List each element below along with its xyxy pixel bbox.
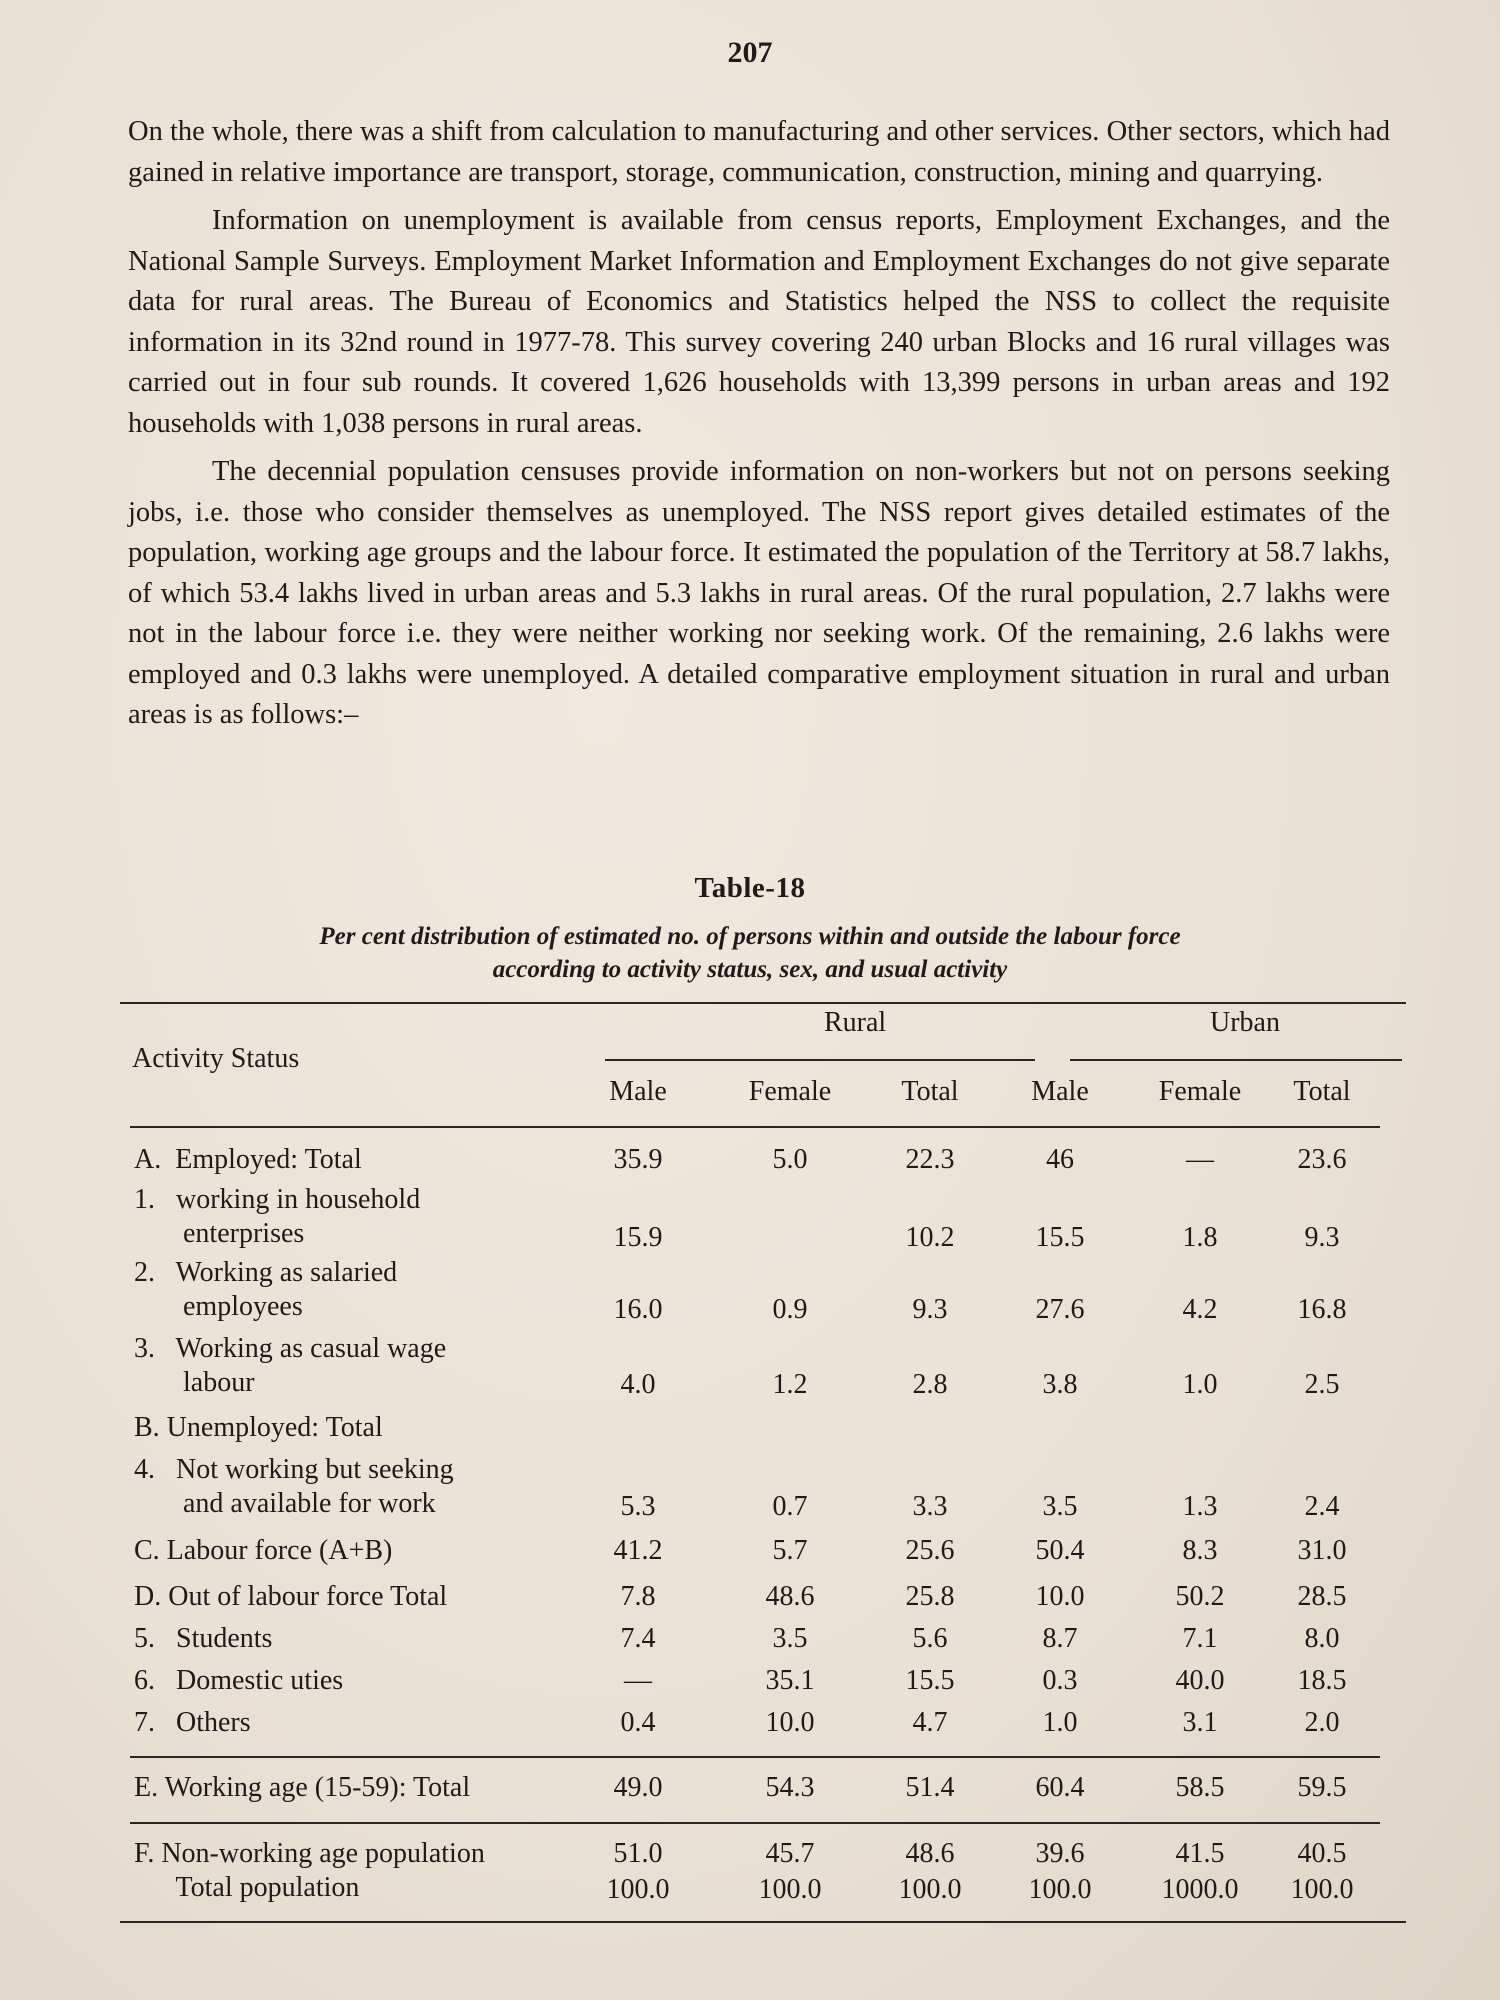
cell-urban-total: 9.3: [1304, 1222, 1340, 1253]
row-label: B. Unemployed: Total: [134, 1412, 383, 1443]
cell-urban-total: 2.0: [1304, 1707, 1340, 1738]
row-label: 1. working in household: [134, 1184, 421, 1215]
section-d-bottom-rule: [130, 1756, 1380, 1758]
header-rural-total: Total: [901, 1076, 959, 1107]
cell-rural-total: 4.7: [912, 1707, 948, 1738]
cell-urban-male: 1.0: [1042, 1707, 1078, 1738]
cell-urban-total: 100.0: [1290, 1874, 1354, 1905]
cell-urban-total: 18.5: [1297, 1665, 1347, 1696]
page-number: 207: [727, 36, 773, 69]
header-activity-status: Activity Status: [132, 1043, 300, 1074]
cell-rural-total: 2.8: [912, 1369, 948, 1400]
table-title: Table-18: [694, 872, 806, 904]
cell-rural-total: 25.8: [905, 1581, 955, 1612]
cell-urban-female: 4.2: [1182, 1294, 1218, 1325]
cell-rural-male: 100.0: [606, 1874, 670, 1905]
table-bottom-rule: [120, 1921, 1406, 1923]
cell-rural-male: 51.0: [613, 1838, 663, 1869]
row-label: E. Working age (15-59): Total: [134, 1772, 471, 1803]
row-label: 4. Not working but seeking: [134, 1454, 454, 1485]
cell-rural-male: 15.9: [613, 1222, 663, 1253]
table-caption: [200, 920, 1300, 986]
cell-rural-female: 0.9: [772, 1294, 808, 1325]
header-rural-male: Male: [609, 1076, 667, 1107]
cell-urban-female: 58.5: [1175, 1772, 1225, 1803]
header-bottom-rule: [130, 1126, 1380, 1128]
cell-rural-female: 48.6: [765, 1581, 815, 1612]
cell-urban-female: 41.5: [1175, 1838, 1225, 1869]
row-label: D. Out of labour force Total: [134, 1581, 448, 1612]
cell-urban-male: 46: [1046, 1144, 1074, 1175]
cell-rural-total: 48.6: [905, 1838, 955, 1869]
header-urban-female: Female: [1158, 1076, 1242, 1107]
cell-rural-male: 16.0: [613, 1294, 663, 1325]
cell-urban-total: 40.5: [1297, 1838, 1347, 1869]
cell-rural-female: 0.7: [772, 1491, 808, 1522]
row-label: Total population: [134, 1872, 360, 1903]
cell-urban-male: 0.3: [1042, 1665, 1078, 1696]
cell-rural-female: 1.2: [772, 1369, 808, 1400]
header-rural: Rural: [824, 1007, 887, 1038]
cell-urban-female: 3.1: [1182, 1707, 1218, 1738]
cell-rural-male: 41.2: [613, 1535, 663, 1566]
cell-urban-female: 7.1: [1182, 1623, 1218, 1654]
header-urban-total: Total: [1293, 1076, 1351, 1107]
cell-rural-total: 51.4: [905, 1772, 955, 1803]
cell-urban-female: 1.3: [1182, 1491, 1218, 1522]
header-urban: Urban: [1210, 1007, 1280, 1038]
cell-urban-female: —: [1186, 1144, 1214, 1175]
cell-urban-total: 31.0: [1297, 1535, 1347, 1566]
cell-urban-male: 60.4: [1035, 1772, 1085, 1803]
cell-rural-total: 15.5: [905, 1665, 955, 1696]
cell-rural-male: 49.0: [613, 1772, 663, 1803]
cell-urban-male: 8.7: [1042, 1623, 1078, 1654]
header-urban-male: Male: [1031, 1076, 1089, 1107]
cell-rural-male: 5.3: [620, 1491, 656, 1522]
cell-rural-female: 35.1: [765, 1665, 815, 1696]
cell-urban-total: 8.0: [1304, 1623, 1340, 1654]
cell-urban-female: 50.2: [1175, 1581, 1225, 1612]
cell-rural-male: 7.4: [620, 1623, 656, 1654]
cell-rural-total: 5.6: [912, 1623, 948, 1654]
table-top-rule: [120, 1002, 1406, 1004]
cell-rural-female: 5.0: [772, 1144, 808, 1175]
cell-urban-total: 28.5: [1297, 1581, 1347, 1612]
cell-rural-total: 22.3: [905, 1144, 955, 1175]
cell-rural-total: 9.3: [912, 1294, 948, 1325]
table-caption-line-1: Per cent distribution of estimated no. of persons within and outside the labour force: [319, 923, 1181, 950]
row-label: labour: [134, 1367, 255, 1398]
cell-urban-total: 2.5: [1304, 1369, 1340, 1400]
row-label: 6. Domestic uties: [134, 1665, 344, 1696]
cell-rural-male: 0.4: [620, 1707, 656, 1738]
row-label: 3. Working as casual wage: [134, 1333, 447, 1364]
cell-rural-female: 10.0: [765, 1707, 815, 1738]
cell-urban-female: 1.8: [1182, 1222, 1218, 1253]
cell-urban-total: 59.5: [1297, 1772, 1347, 1803]
cell-rural-female: 3.5: [772, 1623, 808, 1654]
row-label: C. Labour force (A+B): [134, 1535, 393, 1566]
paragraph-3: The decennial population censuses provide information on non-workers but not on persons seeking jobs, i.e. those who consider themselves as unemployed. The NSS report gives detailed estimates of the population, working age groups and the labour force. It estimated the population of the Territory at 58.7 lakhs, of which 53.4 lakhs lived in urban areas and 5.3 lakhs in rural areas. Of the rural population, 2.7 lakhs were not in the labour force i.e. they were neither working nor seeking work. Of the remaining, 2.6 lakhs were employed and 0.3 lakhs were unemployed. A detailed comparative employment situation in rural and urban areas is as follows:–: [128, 456, 1390, 730]
section-e-bottom-rule: [130, 1822, 1380, 1824]
row-label: 7. Others: [134, 1707, 251, 1738]
cell-urban-male: 3.5: [1042, 1491, 1078, 1522]
cell-urban-total: 2.4: [1304, 1491, 1340, 1522]
cell-urban-male: 100.0: [1028, 1874, 1092, 1905]
row-label: enterprises: [134, 1218, 305, 1249]
cell-rural-male: 4.0: [620, 1369, 656, 1400]
row-label: F. Non-working age population: [134, 1838, 485, 1869]
cell-urban-male: 27.6: [1035, 1294, 1085, 1325]
cell-rural-female: 45.7: [765, 1838, 815, 1869]
cell-urban-male: 50.4: [1035, 1535, 1085, 1566]
cell-urban-total: 23.6: [1297, 1144, 1347, 1175]
cell-rural-male: —: [624, 1665, 652, 1696]
rural-group-rule: [605, 1059, 1035, 1061]
cell-rural-total: 100.0: [898, 1874, 962, 1905]
cell-urban-female: 1.0: [1182, 1369, 1218, 1400]
row-label: A. Employed: Total: [134, 1144, 362, 1175]
paragraph-1: On the whole, there was a shift from calculation to manufacturing and other services. Other sectors, which had gained in relative importance are transport, storage, communication, construction, mining and quarrying.: [128, 116, 1390, 188]
cell-rural-total: 10.2: [905, 1222, 955, 1253]
cell-rural-female: 100.0: [758, 1874, 822, 1905]
table-caption-line-2: according to activity status, sex, and usual activity: [492, 956, 1008, 983]
cell-urban-male: 39.6: [1035, 1838, 1085, 1869]
row-label: 5. Students: [134, 1623, 273, 1654]
body-text: [128, 112, 1390, 744]
cell-urban-female: 1000.0: [1161, 1874, 1239, 1905]
cell-urban-male: 15.5: [1035, 1222, 1085, 1253]
cell-rural-male: 7.8: [620, 1581, 656, 1612]
cell-urban-male: 10.0: [1035, 1581, 1085, 1612]
row-label: and available for work: [134, 1488, 436, 1519]
header-rural-female: Female: [748, 1076, 832, 1107]
cell-rural-female: 5.7: [772, 1535, 808, 1566]
cell-urban-male: 3.8: [1042, 1369, 1078, 1400]
cell-rural-total: 25.6: [905, 1535, 955, 1566]
urban-group-rule: [1070, 1059, 1402, 1061]
cell-rural-total: 3.3: [912, 1491, 948, 1522]
cell-urban-female: 8.3: [1182, 1535, 1218, 1566]
cell-urban-female: 40.0: [1175, 1665, 1225, 1696]
row-label: employees: [134, 1291, 303, 1322]
row-label: 2. Working as salaried: [134, 1257, 398, 1288]
paragraph-2: Information on unemployment is available from census reports, Employment Exchanges, and the National Sample Surveys. Employment Market Information and Employment Exchanges do not give separate data for rural areas. The Bureau of Economics and Statistics helped the NSS to collect the requisite information in its 32nd round in 1977-78. This survey covering 240 urban Blocks and 16 rural villages was carried out in four sub rounds. It covered 1,626 households with 13,399 persons in urban areas and 192 households with 1,038 persons in rural areas.: [128, 205, 1390, 439]
cell-rural-female: 54.3: [765, 1772, 815, 1803]
cell-rural-male: 35.9: [613, 1144, 663, 1175]
cell-urban-total: 16.8: [1297, 1294, 1347, 1325]
